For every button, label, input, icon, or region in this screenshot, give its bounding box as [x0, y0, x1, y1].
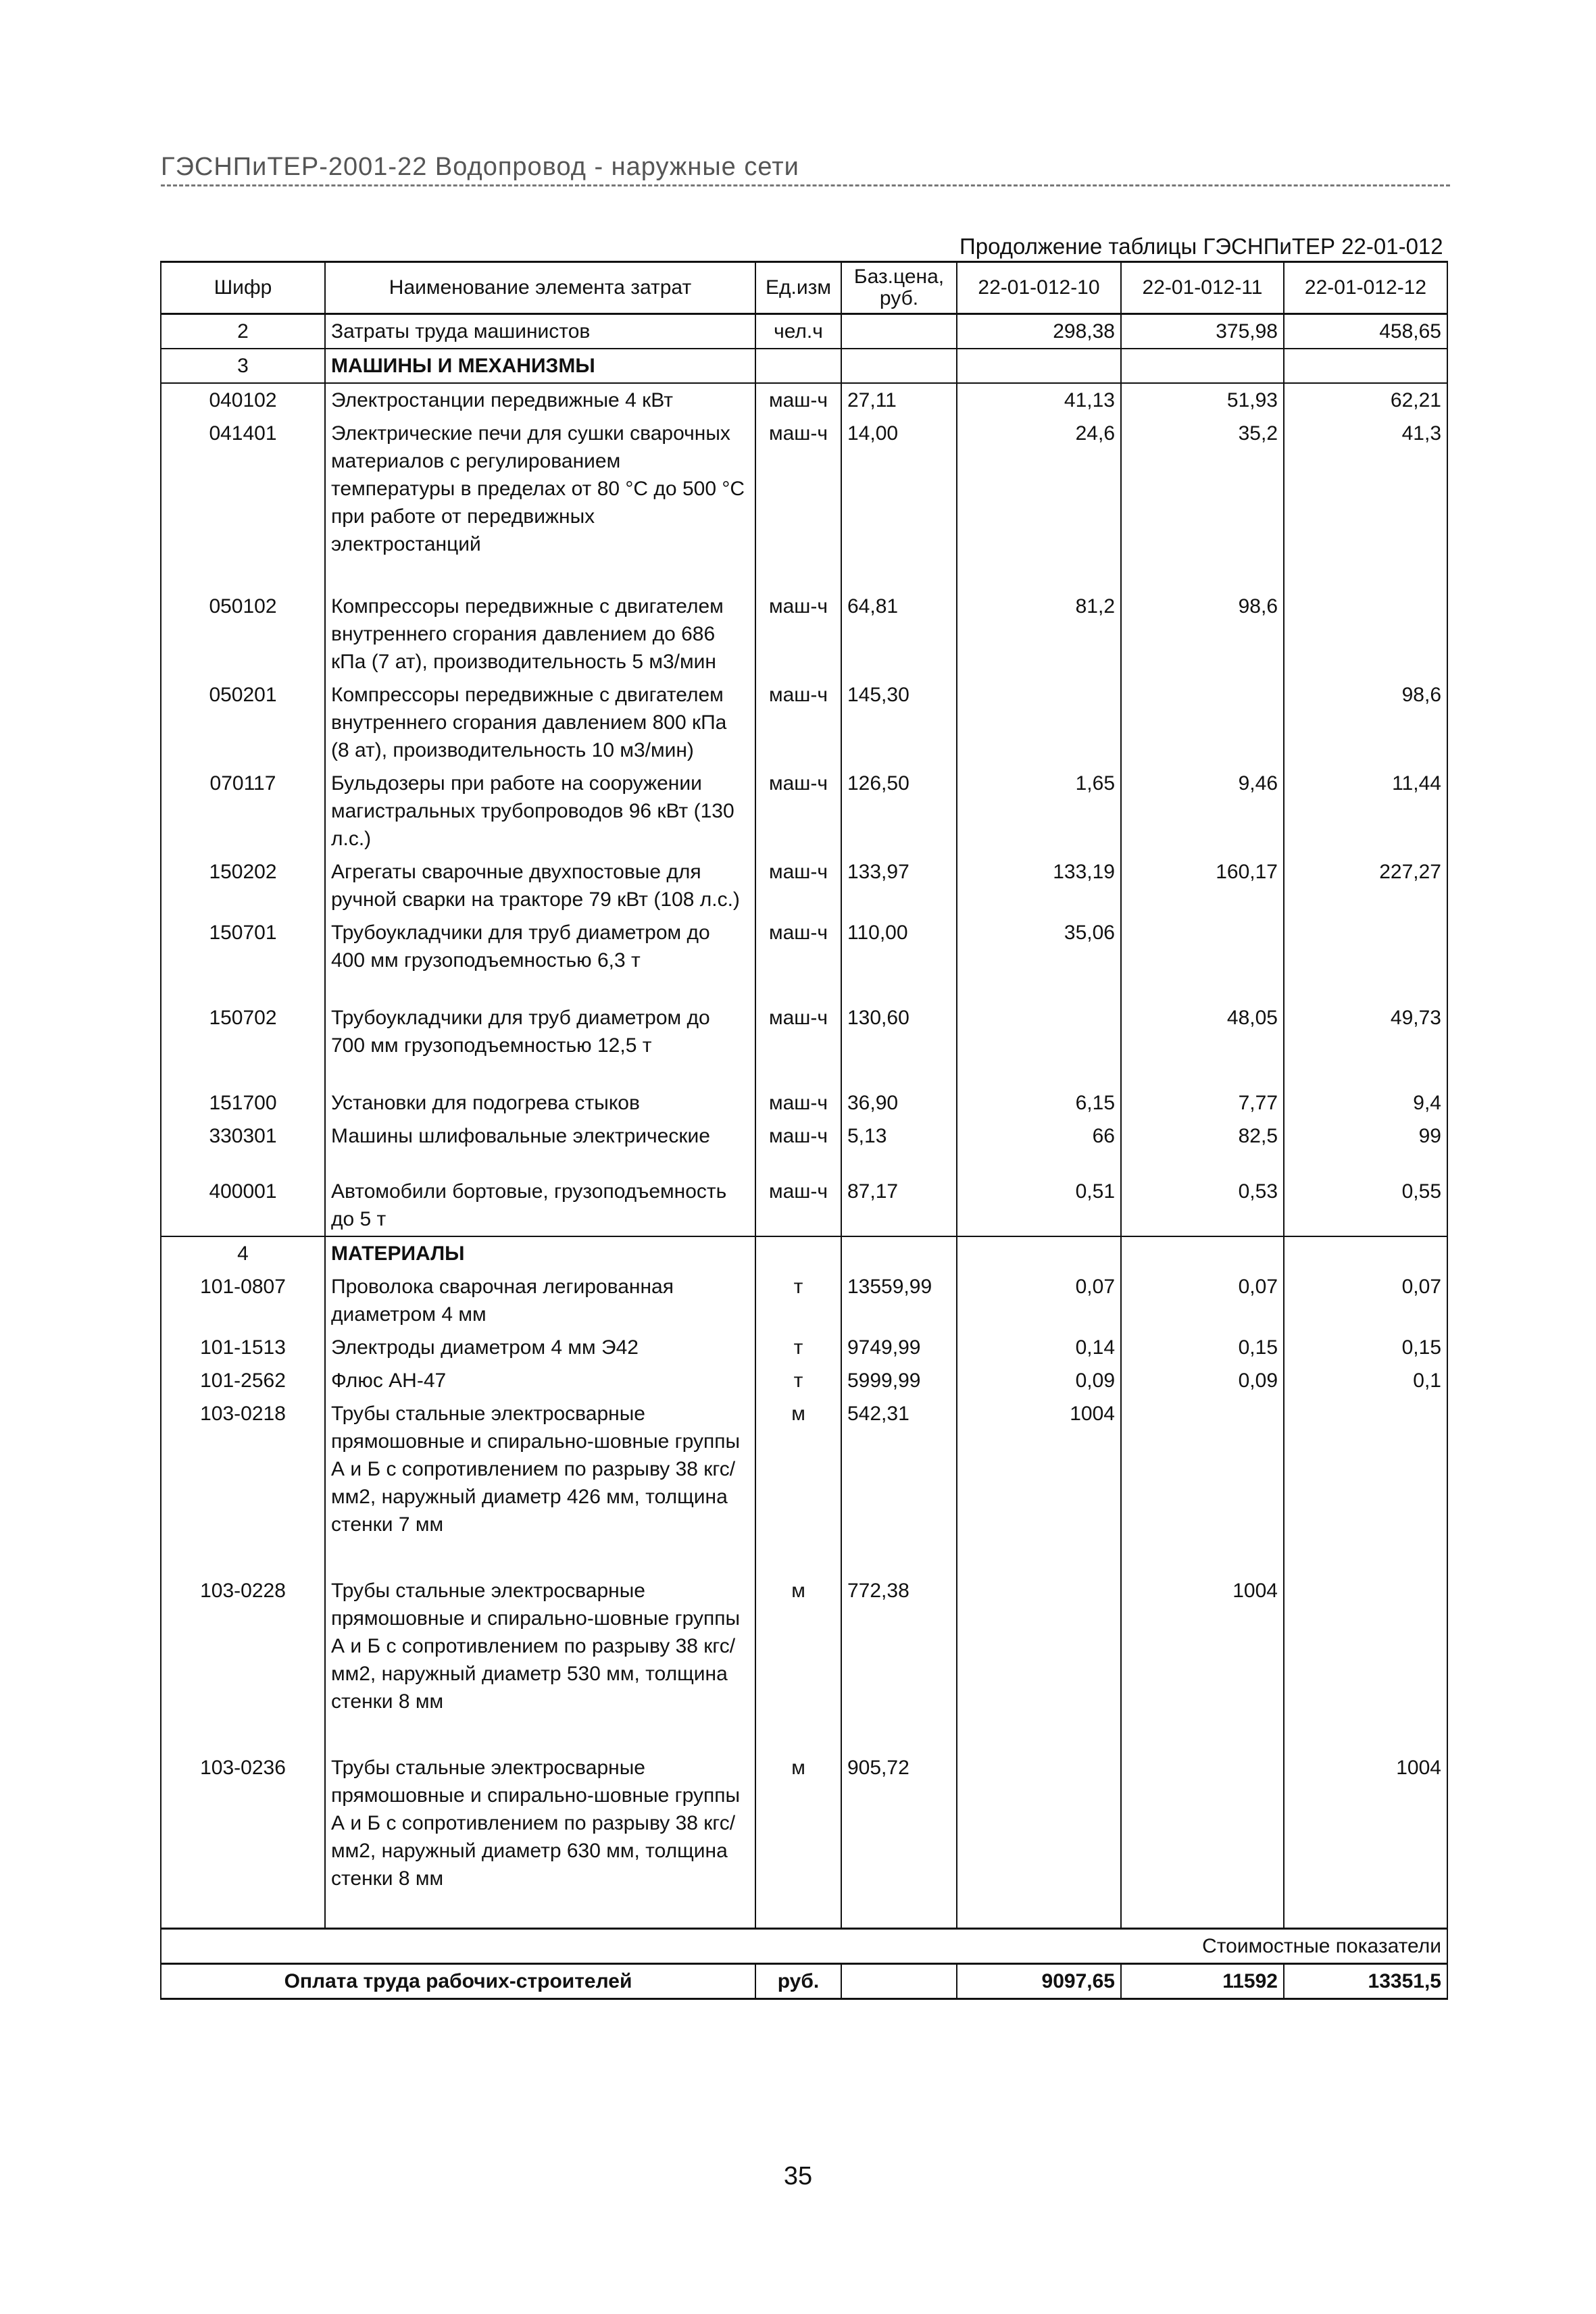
table-row — [161, 1175, 1447, 1236]
row-price: 87,17 — [841, 1175, 957, 1236]
row-value-2 — [1121, 1751, 1284, 1928]
row-name: Флюс АН-47 — [325, 1364, 755, 1397]
row-name: Компрессоры передвижные с двигателем внутреннего сгорания давлением 800 кПа (8 ат), производительность 10 м3/мин) — [325, 678, 755, 767]
header-code: Шифр — [161, 262, 325, 314]
table-row — [161, 590, 1447, 678]
header-col-1: 22-01-012-10 — [957, 262, 1121, 314]
row-code: 3 — [161, 349, 325, 383]
row-value-2: 48,05 — [1121, 1001, 1284, 1086]
cost-indicators-row — [161, 1928, 1447, 1963]
row-unit: маш-ч — [755, 590, 841, 678]
row-code: 103-0228 — [161, 1574, 325, 1751]
row-value-1: 1,65 — [957, 767, 1121, 855]
row-value-3: 227,27 — [1284, 855, 1447, 916]
row-unit: т — [755, 1331, 841, 1364]
row-code: 151700 — [161, 1086, 325, 1120]
row-value-2: 98,6 — [1121, 590, 1284, 678]
row-value-3: 11,44 — [1284, 767, 1447, 855]
row-value-2: 0,15 — [1121, 1331, 1284, 1364]
table-continuation-caption: Продолжение таблицы ГЭСНПиТЕР 22-01-012 — [959, 234, 1443, 259]
row-value-3 — [1284, 590, 1447, 678]
table-row — [161, 314, 1447, 349]
row-value-2: 51,93 — [1121, 383, 1284, 417]
row-value-1: 81,2 — [957, 590, 1121, 678]
row-unit: маш-ч — [755, 417, 841, 590]
row-value-1 — [957, 678, 1121, 767]
row-price — [841, 314, 957, 349]
row-code: 330301 — [161, 1120, 325, 1175]
row-unit: маш-ч — [755, 855, 841, 916]
total-value-1: 9097,65 — [957, 1963, 1121, 1998]
row-name: Бульдозеры при работе на сооружении магистральных трубопроводов 96 кВт (130 л.с.) — [325, 767, 755, 855]
row-value-2: 35,2 — [1121, 417, 1284, 590]
total-value-3: 13351,5 — [1284, 1963, 1447, 1998]
row-price: 9749,99 — [841, 1331, 957, 1364]
row-name: Агрегаты сварочные двухпостовые для ручной сварки на тракторе 79 кВт (108 л.с.) — [325, 855, 755, 916]
row-value-1: 35,06 — [957, 916, 1121, 1001]
row-code: 103-0236 — [161, 1751, 325, 1928]
page-number: 35 — [783, 2162, 813, 2190]
row-unit: маш-ч — [755, 767, 841, 855]
row-unit: т — [755, 1270, 841, 1331]
row-code: 150702 — [161, 1001, 325, 1086]
row-value-1: 1004 — [957, 1397, 1121, 1574]
row-price: 145,30 — [841, 678, 957, 767]
row-value-2: 0,09 — [1121, 1364, 1284, 1397]
row-value-2: 0,53 — [1121, 1175, 1284, 1236]
row-price: 5,13 — [841, 1120, 957, 1175]
row-value-2 — [1121, 1397, 1284, 1574]
row-value-1: 66 — [957, 1120, 1121, 1175]
row-unit: маш-ч — [755, 1086, 841, 1120]
total-price — [841, 1963, 957, 1998]
row-name: Трубоукладчики для труб диаметром до 700 мм грузоподъемностью 12,5 т — [325, 1001, 755, 1086]
row-value-3 — [1284, 1397, 1447, 1574]
row-price: 64,81 — [841, 590, 957, 678]
table-row — [161, 1270, 1447, 1331]
resource-table — [160, 261, 1448, 2000]
row-value-3: 0,07 — [1284, 1270, 1447, 1331]
total-unit: руб. — [755, 1963, 841, 1998]
header-price: Баз.цена, руб. — [841, 262, 957, 314]
row-code: 070117 — [161, 767, 325, 855]
table-row — [161, 1120, 1447, 1175]
row-code: 150202 — [161, 855, 325, 916]
row-price: 5999,99 — [841, 1364, 957, 1397]
header-name: Наименование элемента затрат — [325, 262, 755, 314]
row-name: Машины шлифовальные электрические — [325, 1120, 755, 1175]
row-value-2: 9,46 — [1121, 767, 1284, 855]
table-row — [161, 1001, 1447, 1086]
row-name: Проволока сварочная легированная диаметром 4 мм — [325, 1270, 755, 1331]
row-value-1: 41,13 — [957, 383, 1121, 417]
table-row — [161, 1397, 1447, 1574]
row-price: 36,90 — [841, 1086, 957, 1120]
total-value-2: 11592 — [1121, 1963, 1284, 1998]
row-price — [841, 349, 957, 383]
table-row — [161, 417, 1447, 590]
row-unit — [755, 1236, 841, 1270]
row-code: 150701 — [161, 916, 325, 1001]
row-value-1: 24,6 — [957, 417, 1121, 590]
row-value-1: 6,15 — [957, 1086, 1121, 1120]
row-price: 130,60 — [841, 1001, 957, 1086]
section-row — [161, 1236, 1447, 1270]
row-value-3: 99 — [1284, 1120, 1447, 1175]
section-title: МАШИНЫ И МЕХАНИЗМЫ — [325, 349, 755, 383]
table-header-row — [161, 262, 1447, 314]
row-value-3: 9,4 — [1284, 1086, 1447, 1120]
row-name: Электрические печи для сушки сварочных материалов с регулированием температуры в пределах от 80 °С до 500 °С при работе от передвижных электростанций — [325, 417, 755, 590]
row-value-3 — [1284, 349, 1447, 383]
row-value-2: 1004 — [1121, 1574, 1284, 1751]
row-value-1: 0,07 — [957, 1270, 1121, 1331]
row-value-2: 7,77 — [1121, 1086, 1284, 1120]
row-code: 040102 — [161, 383, 325, 417]
table-row — [161, 1751, 1447, 1928]
row-value-1 — [957, 1001, 1121, 1086]
table-row — [161, 855, 1447, 916]
row-value-3: 0,1 — [1284, 1364, 1447, 1397]
row-code: 101-2562 — [161, 1364, 325, 1397]
running-header: ГЭСНПиТЕР-2001-22 Водопровод - наружные сети — [161, 153, 1450, 186]
table-row — [161, 1364, 1447, 1397]
row-value-1: 0,14 — [957, 1331, 1121, 1364]
row-price: 110,00 — [841, 916, 957, 1001]
header-col-2: 22-01-012-11 — [1121, 262, 1284, 314]
row-value-3: 41,3 — [1284, 417, 1447, 590]
row-value-3: 458,65 — [1284, 314, 1447, 349]
row-value-2 — [1121, 349, 1284, 383]
table-row — [161, 678, 1447, 767]
row-price: 133,97 — [841, 855, 957, 916]
row-value-3: 1004 — [1284, 1751, 1447, 1928]
row-name: Трубы стальные электросварные прямошовные и спирально-шовные группы А и Б с сопротивлением по разрыву 38 кгс/мм2, наружный диаметр 530 мм, толщина стенки 8 мм — [325, 1574, 755, 1751]
row-unit: м — [755, 1397, 841, 1574]
row-value-1 — [957, 1751, 1121, 1928]
row-code: 2 — [161, 314, 325, 349]
row-value-2: 0,07 — [1121, 1270, 1284, 1331]
row-unit: маш-ч — [755, 383, 841, 417]
total-row — [161, 1963, 1447, 1998]
row-unit: м — [755, 1751, 841, 1928]
row-value-1 — [957, 349, 1121, 383]
total-label: Оплата труда рабочих-строителей — [161, 1963, 755, 1998]
row-name: Затраты труда машинистов — [325, 314, 755, 349]
row-code: 101-0807 — [161, 1270, 325, 1331]
row-value-1: 0,51 — [957, 1175, 1121, 1236]
row-value-3: 49,73 — [1284, 1001, 1447, 1086]
row-price: 27,11 — [841, 383, 957, 417]
row-value-2: 160,17 — [1121, 855, 1284, 916]
row-price: 905,72 — [841, 1751, 957, 1928]
row-code: 4 — [161, 1236, 325, 1270]
cost-indicators-label: Стоимостные показатели — [161, 1928, 1447, 1963]
row-price: 13559,99 — [841, 1270, 957, 1331]
row-value-1: 0,09 — [957, 1364, 1121, 1397]
table-row — [161, 916, 1447, 1001]
row-value-3: 0,55 — [1284, 1175, 1447, 1236]
table-row — [161, 1331, 1447, 1364]
row-code: 050201 — [161, 678, 325, 767]
row-name: Автомобили бортовые, грузоподъемность до 5 т — [325, 1175, 755, 1236]
row-name: Электростанции передвижные 4 кВт — [325, 383, 755, 417]
section-title: МАТЕРИАЛЫ — [325, 1236, 755, 1270]
row-code: 041401 — [161, 417, 325, 590]
row-unit: м — [755, 1574, 841, 1751]
row-price: 126,50 — [841, 767, 957, 855]
row-value-3: 0,15 — [1284, 1331, 1447, 1364]
row-code: 400001 — [161, 1175, 325, 1236]
header-unit: Ед.изм — [755, 262, 841, 314]
row-unit: маш-ч — [755, 1120, 841, 1175]
row-price: 542,31 — [841, 1397, 957, 1574]
row-value-3: 62,21 — [1284, 383, 1447, 417]
row-value-1 — [957, 1236, 1121, 1270]
row-unit — [755, 349, 841, 383]
row-value-2 — [1121, 678, 1284, 767]
row-name: Компрессоры передвижные с двигателем внутреннего сгорания давлением до 686 кПа (7 ат), производительность 5 м3/мин — [325, 590, 755, 678]
table-row — [161, 1086, 1447, 1120]
table-row — [161, 1574, 1447, 1751]
row-name: Трубы стальные электросварные прямошовные и спирально-шовные группы А и Б с сопротивлением по разрыву 38 кгс/мм2, наружный диаметр 426 мм, толщина стенки 7 мм — [325, 1397, 755, 1574]
row-code: 050102 — [161, 590, 325, 678]
row-value-1 — [957, 1574, 1121, 1751]
row-unit: чел.ч — [755, 314, 841, 349]
row-unit: маш-ч — [755, 1001, 841, 1086]
row-unit: маш-ч — [755, 1175, 841, 1236]
row-name: Установки для подогрева стыков — [325, 1086, 755, 1120]
row-unit: маш-ч — [755, 916, 841, 1001]
row-value-2: 375,98 — [1121, 314, 1284, 349]
table-row — [161, 383, 1447, 417]
row-code: 101-1513 — [161, 1331, 325, 1364]
row-code: 103-0218 — [161, 1397, 325, 1574]
row-unit: маш-ч — [755, 678, 841, 767]
row-price: 772,38 — [841, 1574, 957, 1751]
row-value-2: 82,5 — [1121, 1120, 1284, 1175]
row-value-1: 133,19 — [957, 855, 1121, 916]
table-row — [161, 767, 1447, 855]
section-row — [161, 349, 1447, 383]
row-value-3 — [1284, 1236, 1447, 1270]
row-value-3 — [1284, 916, 1447, 1001]
row-value-2 — [1121, 916, 1284, 1001]
row-unit: т — [755, 1364, 841, 1397]
header-col-3: 22-01-012-12 — [1284, 262, 1447, 314]
row-value-1: 298,38 — [957, 314, 1121, 349]
row-price — [841, 1236, 957, 1270]
row-value-2 — [1121, 1236, 1284, 1270]
row-value-3 — [1284, 1574, 1447, 1751]
row-name: Электроды диаметром 4 мм Э42 — [325, 1331, 755, 1364]
row-value-3: 98,6 — [1284, 678, 1447, 767]
row-price: 14,00 — [841, 417, 957, 590]
row-name: Трубы стальные электросварные прямошовные и спирально-шовные группы А и Б с сопротивлением по разрыву 38 кгс/мм2, наружный диаметр 630 мм, толщина стенки 8 мм — [325, 1751, 755, 1928]
row-name: Трубоукладчики для труб диаметром до 400 мм грузоподъемностью 6,3 т — [325, 916, 755, 1001]
